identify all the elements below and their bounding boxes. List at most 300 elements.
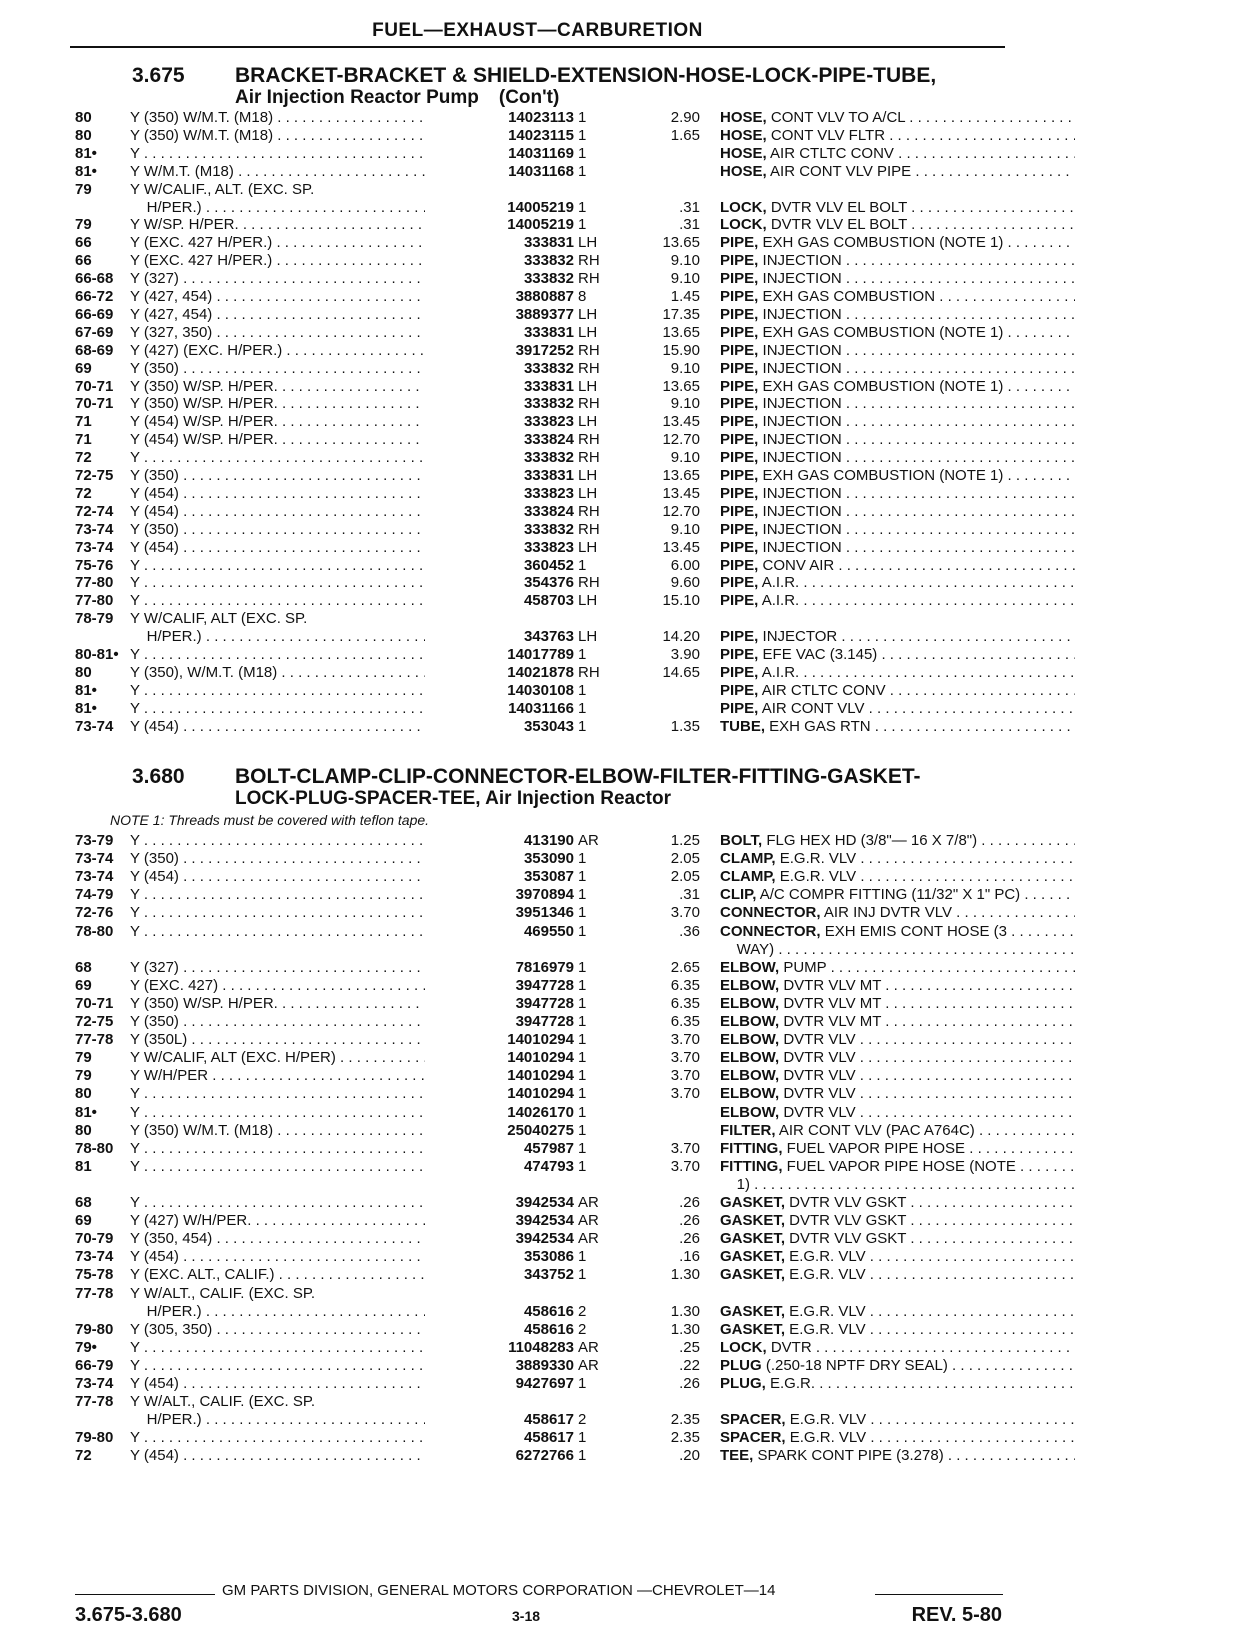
price: 9.10 — [670, 270, 700, 288]
part-category: PIPE, — [720, 449, 759, 467]
model-year: 78-80 — [75, 922, 114, 940]
price: 13.45 — [662, 538, 700, 556]
quantity: RH — [578, 252, 600, 270]
quantity: 1 — [578, 1121, 587, 1139]
part-category: TUBE, — [720, 717, 765, 735]
part-category: PIPE, — [720, 628, 759, 646]
part-category: GASKET, — [720, 1248, 786, 1266]
part-category: PIPE, — [720, 234, 759, 252]
model-description: Y (327) . . . — [130, 270, 473, 289]
model-year: 74-79 — [75, 886, 114, 904]
model-year: 71 — [75, 413, 92, 431]
part-name — [720, 1031, 1075, 1050]
part-name — [720, 646, 1075, 665]
price: 1.45 — [670, 288, 700, 305]
model-year: 79 — [75, 1067, 92, 1085]
part-number: 333832 — [425, 360, 574, 379]
model-description: Y (350, 454) . . . — [130, 1230, 473, 1249]
part-detail: INJECTION — [758, 502, 842, 520]
part-number: 333824 — [425, 503, 574, 522]
table-row — [70, 1393, 1005, 1412]
quantity: LH — [578, 538, 598, 556]
part-detail: EXH GAS COMBUSTION (NOTE 1) — [758, 234, 1004, 252]
price: 2.05 — [670, 868, 700, 886]
model-description: Y (350) . . . — [130, 360, 473, 379]
part-name — [720, 923, 1075, 942]
model-year: 66-68 — [75, 270, 114, 288]
price: 6.35 — [670, 976, 700, 994]
model-description: Y (427, 454) . . . — [130, 306, 473, 325]
price: 12.70 — [662, 431, 700, 449]
table-row — [70, 413, 1005, 432]
footer-page-number: 3-18 — [512, 1608, 541, 1624]
part-detail: DVTR VLV — [779, 1085, 856, 1103]
part-name — [720, 682, 1075, 701]
price: 1.30 — [670, 1302, 700, 1320]
quantity: RH — [578, 449, 600, 467]
price: 13.65 — [662, 234, 700, 252]
part-detail: INJECTION — [758, 359, 842, 377]
part-number: 14031168 — [425, 163, 574, 182]
section-subtitle: Air Injection Reactor Pump — [235, 87, 479, 108]
part-name — [720, 1085, 1075, 1104]
quantity: RH — [578, 431, 600, 449]
part-category: PIPE, — [720, 305, 759, 323]
table-row — [70, 977, 1005, 996]
part-number: 3889377 — [425, 306, 574, 325]
model-year: 73-74 — [75, 850, 114, 868]
quantity: LH — [578, 413, 598, 431]
part-detail: AIR CTLTC CONV — [758, 681, 886, 699]
part-name — [720, 324, 1075, 343]
table-row — [70, 127, 1005, 146]
model-description: Y (EXC. 427 H/PER.) . . . — [130, 234, 473, 253]
price: 3.70 — [670, 1067, 700, 1085]
part-name — [720, 941, 1075, 960]
part-name — [720, 145, 1075, 164]
table-row — [70, 718, 1005, 737]
quantity: RH — [578, 270, 600, 288]
table-row — [70, 628, 1005, 647]
model-year: 67-69 — [75, 323, 114, 341]
quantity: AR — [578, 1356, 599, 1374]
quantity: LH — [578, 628, 598, 646]
table-row — [70, 109, 1005, 128]
part-number: 413190 — [425, 832, 574, 851]
part-detail: EXH GAS COMBUSTION — [758, 288, 936, 305]
model-year: 72-74 — [75, 502, 114, 520]
model-year: 79• — [75, 1338, 97, 1356]
part-detail: CONT VLV TO A/CL — [766, 109, 906, 126]
quantity: LH — [578, 305, 598, 323]
part-detail: DVTR VLV GSKT — [785, 1194, 907, 1211]
part-name — [720, 395, 1075, 414]
part-number: 14010294 — [425, 1085, 574, 1104]
price: 17.35 — [662, 305, 700, 323]
part-detail: DVTR VLV — [779, 1103, 856, 1121]
part-detail: INJECTION — [758, 270, 842, 288]
part-category: PIPE, — [720, 252, 759, 270]
model-year: 69 — [75, 359, 92, 377]
model-year: 66 — [75, 252, 92, 270]
model-year: 80 — [75, 126, 92, 144]
part-name — [720, 1266, 1075, 1285]
model-year: 78-80 — [75, 1139, 114, 1157]
quantity: LH — [578, 484, 598, 502]
part-number: 14010294 — [425, 1049, 574, 1068]
part-category: FITTING, — [720, 1157, 783, 1175]
part-detail: E.G.R. VLV — [785, 1429, 867, 1447]
price: .20 — [679, 1447, 700, 1465]
price: 15.90 — [662, 341, 700, 359]
table-row — [70, 234, 1005, 253]
part-number: 3947728 — [425, 977, 574, 996]
model-year: 68 — [75, 958, 92, 976]
quantity: 1 — [578, 1139, 587, 1157]
model-description: Y W/CALIF., ALT. (EXC. SP. — [130, 180, 315, 198]
price: 12.70 — [662, 502, 700, 520]
quantity: 1 — [578, 958, 587, 976]
price: .26 — [679, 1230, 700, 1248]
part-name — [720, 886, 1075, 905]
quantity: 1 — [578, 109, 587, 126]
table-row — [70, 1248, 1005, 1267]
model-year: 72 — [75, 449, 92, 467]
part-name — [720, 1447, 1075, 1466]
part-category: PIPE, — [720, 431, 759, 449]
table-row — [70, 1031, 1005, 1050]
quantity: 2 — [578, 1411, 587, 1429]
part-detail: DVTR VLV EL BOLT — [766, 216, 907, 234]
part-category: ELBOW, — [720, 1085, 780, 1103]
part-number: 333832 — [425, 449, 574, 468]
table-row — [70, 449, 1005, 468]
part-detail: EXH GAS COMBUSTION (NOTE 1) — [758, 467, 1004, 484]
part-category: PIPE, — [720, 663, 759, 681]
part-number: 458703 — [425, 592, 574, 611]
table-row — [70, 503, 1005, 522]
model-description: Y (327) . . . — [130, 959, 473, 978]
part-detail: INJECTION — [758, 431, 842, 449]
part-detail: DVTR — [766, 1338, 812, 1356]
part-name — [720, 628, 1075, 647]
part-name — [720, 306, 1075, 325]
header-rule — [70, 46, 1005, 48]
part-detail: A.I.R. — [758, 592, 800, 610]
model-year: 70-79 — [75, 1230, 114, 1248]
part-name — [720, 163, 1075, 182]
model-description: Y . . . — [130, 1140, 473, 1159]
quantity: 1 — [578, 717, 587, 735]
model-year: 69 — [75, 976, 92, 994]
part-number: 457987 — [425, 1140, 574, 1159]
part-name — [720, 1411, 1075, 1430]
quantity: 1 — [578, 216, 587, 234]
part-category: HOSE, — [720, 144, 767, 162]
part-category: GASKET, — [720, 1302, 786, 1320]
part-number: 474793 — [425, 1158, 574, 1177]
part-number: 333823 — [425, 539, 574, 558]
quantity: AR — [578, 1230, 599, 1248]
part-category: PIPE, — [720, 538, 759, 556]
part-detail: WAY) — [720, 940, 775, 958]
part-detail: EXH GAS COMBUSTION (NOTE 1) — [758, 323, 1004, 341]
part-category: PIPE, — [720, 395, 759, 413]
part-category: ELBOW, — [720, 958, 780, 976]
quantity: 1 — [578, 144, 587, 162]
part-number: 354376 — [425, 574, 574, 593]
part-number: 14017789 — [425, 646, 574, 665]
model-year: 79-80 — [75, 1429, 114, 1447]
part-category: CLIP, — [720, 886, 757, 904]
part-detail: INJECTION — [758, 484, 842, 502]
model-description: Y (350) W/SP. H/PER. . . . — [130, 378, 473, 397]
part-number: 14026170 — [425, 1104, 574, 1123]
price: 9.10 — [670, 395, 700, 413]
part-name — [720, 700, 1075, 719]
model-description: Y (EXC. 427) . . . — [130, 977, 473, 996]
quantity: 1 — [578, 681, 587, 699]
part-name — [720, 959, 1075, 978]
part-name — [720, 868, 1075, 887]
table-row — [70, 832, 1005, 851]
part-name — [720, 270, 1075, 289]
model-year: 73-74 — [75, 538, 114, 556]
model-year: 69 — [75, 1212, 92, 1230]
table-row — [70, 163, 1005, 182]
part-detail: EXH GAS RTN — [765, 717, 871, 735]
part-category: PIPE, — [720, 270, 759, 288]
part-detail: E.G.R. VLV — [775, 850, 857, 868]
part-category: PIPE, — [720, 681, 759, 699]
model-description: Y (427) W/H/PER. . . . — [130, 1212, 473, 1231]
model-description: Y (454) . . . — [130, 1248, 473, 1267]
model-year: 81• — [75, 1103, 97, 1121]
part-number: 9427697 — [425, 1375, 574, 1394]
part-detail: INJECTION — [758, 413, 842, 431]
quantity: RH — [578, 574, 600, 592]
price: 3.70 — [670, 1157, 700, 1175]
model-description: Y . . . — [130, 574, 473, 593]
part-detail: INJECTION — [758, 520, 842, 538]
model-description: Y (350) . . . — [130, 521, 473, 540]
model-year: 81• — [75, 681, 97, 699]
part-name — [720, 1194, 1075, 1213]
model-year: 77-80 — [75, 592, 114, 610]
model-year: 66-79 — [75, 1356, 114, 1374]
part-number: 458616 — [425, 1303, 574, 1322]
model-description: Y . . . — [130, 1158, 473, 1177]
part-number: 353086 — [425, 1248, 574, 1267]
part-name — [720, 521, 1075, 540]
table-row — [70, 342, 1005, 361]
part-number: 3942534 — [425, 1212, 574, 1231]
model-description: Y (350) W/SP. H/PER. . . . — [130, 395, 473, 414]
table-row — [70, 467, 1005, 486]
model-year: 73-74 — [75, 1248, 114, 1266]
part-detail: E.G.R. VLV — [775, 868, 857, 886]
part-name — [720, 592, 1075, 611]
part-category: PIPE, — [720, 413, 759, 431]
model-year: 80 — [75, 1085, 92, 1103]
table-row — [70, 868, 1005, 887]
part-number: 3970894 — [425, 886, 574, 905]
part-name — [720, 1176, 1075, 1195]
model-year: 79 — [75, 180, 92, 198]
table-row — [70, 1104, 1005, 1123]
part-number: 3947728 — [425, 995, 574, 1014]
part-number: 14005219 — [425, 199, 574, 218]
model-description: Y (EXC. ALT., CALIF.) . . . — [130, 1266, 473, 1285]
model-description: Y (350) . . . — [130, 850, 473, 869]
quantity: AR — [578, 1212, 599, 1230]
part-detail: INJECTION — [758, 449, 842, 467]
part-detail: FUEL VAPOR PIPE HOSE (NOTE — [782, 1157, 1016, 1175]
part-detail: E.G.R. VLV — [785, 1302, 866, 1320]
part-category: GASKET, — [720, 1212, 786, 1230]
quantity: LH — [578, 592, 598, 610]
part-number: 333832 — [425, 270, 574, 289]
section-number: 3.675 — [132, 64, 185, 87]
price: .16 — [679, 1248, 700, 1266]
quantity: 1 — [578, 1085, 587, 1103]
quantity: 1 — [578, 1375, 587, 1392]
part-number: 333831 — [425, 324, 574, 343]
part-category: ELBOW, — [720, 1013, 780, 1030]
table-row — [70, 610, 1005, 629]
part-detail: DVTR VLV MT — [779, 994, 882, 1012]
part-category: HOSE, — [720, 109, 767, 126]
table-row — [70, 521, 1005, 540]
quantity: 8 — [578, 288, 587, 305]
model-description: Y (327, 350) . . . — [130, 324, 473, 343]
price: .26 — [679, 1194, 700, 1211]
part-category: PIPE, — [720, 288, 759, 305]
part-category: ELBOW, — [720, 1103, 780, 1121]
quantity: 1 — [578, 162, 587, 180]
quantity: 1 — [578, 556, 587, 574]
model-description: Y W/CALIF, ALT (EXC. H/PER) . . . — [130, 1049, 473, 1068]
model-year: 70-71 — [75, 395, 114, 413]
quantity: 1 — [578, 994, 587, 1012]
part-category: PIPE, — [720, 359, 759, 377]
quantity: LH — [578, 234, 598, 252]
quantity: RH — [578, 502, 600, 520]
part-category: PLUG, — [720, 1375, 766, 1392]
model-year: 77-78 — [75, 1031, 114, 1049]
part-name — [720, 199, 1075, 218]
part-name — [720, 378, 1075, 397]
part-category: LOCK, — [720, 198, 767, 216]
model-description: Y . . . — [130, 1357, 473, 1376]
quantity: AR — [578, 1338, 599, 1356]
model-year: 80 — [75, 109, 92, 126]
part-category: CLAMP, — [720, 850, 776, 868]
quantity: 1 — [578, 646, 587, 663]
part-detail: AIR CTLTC CONV — [766, 144, 894, 162]
part-name — [720, 664, 1075, 683]
part-category: FITTING, — [720, 1139, 783, 1157]
model-description: H/PER.) . . . — [130, 199, 473, 218]
table-row — [70, 181, 1005, 200]
price: .26 — [679, 1375, 700, 1392]
part-number: 353043 — [425, 718, 574, 737]
part-category: PIPE, — [720, 574, 759, 592]
continued-label: (Con't) — [498, 87, 560, 108]
table-row — [70, 378, 1005, 397]
model-description: Y (350) . . . — [130, 1013, 473, 1032]
part-category: PIPE, — [720, 556, 759, 574]
part-number: 333832 — [425, 252, 574, 271]
part-detail: AIR CONT VLV (PAC A764C) — [775, 1121, 975, 1139]
model-description: Y W/H/PER . . . — [130, 1067, 473, 1086]
quantity: LH — [578, 377, 598, 395]
part-name — [720, 1158, 1075, 1177]
part-name — [720, 1104, 1075, 1123]
model-year: 75-76 — [75, 556, 114, 574]
price: 2.35 — [670, 1429, 700, 1447]
part-detail: DVTR VLV — [779, 1031, 856, 1049]
model-description: Y . . . — [130, 145, 473, 164]
part-number: 11048283 — [425, 1339, 574, 1358]
model-year: 72-75 — [75, 1013, 114, 1030]
table-row — [70, 1049, 1005, 1068]
part-detail: EXH GAS COMBUSTION (NOTE 1) — [758, 377, 1004, 395]
model-year: 77-78 — [75, 1284, 114, 1302]
quantity: 1 — [578, 1266, 587, 1284]
part-category: LOCK, — [720, 1338, 767, 1356]
model-year: 73-79 — [75, 832, 114, 849]
part-category: PIPE, — [720, 484, 759, 502]
quantity: 1 — [578, 1067, 587, 1085]
part-category: PIPE, — [720, 502, 759, 520]
part-name — [720, 342, 1075, 361]
quantity: AR — [578, 832, 599, 849]
part-number: 14021878 — [425, 664, 574, 683]
model-year: 80-81• — [75, 646, 119, 663]
quantity: 1 — [578, 850, 587, 868]
model-description: Y . . . — [130, 886, 473, 905]
price: 1.25 — [670, 832, 700, 849]
part-category: LOCK, — [720, 216, 767, 234]
part-category: HOSE, — [720, 126, 767, 144]
quantity: RH — [578, 341, 600, 359]
part-number: 333823 — [425, 485, 574, 504]
model-description: Y (454) . . . — [130, 718, 473, 737]
part-name — [720, 1248, 1075, 1267]
table-row — [70, 1321, 1005, 1340]
part-number: 14023115 — [425, 127, 574, 146]
part-number: 14031166 — [425, 700, 574, 719]
table-row — [70, 431, 1005, 450]
table-row — [70, 1357, 1005, 1376]
part-category: TEE, — [720, 1447, 754, 1465]
model-year: 73-74 — [75, 520, 114, 538]
part-category: PIPE, — [720, 520, 759, 538]
part-number: 333831 — [425, 467, 574, 486]
model-description: Y (454) . . . — [130, 1447, 473, 1466]
part-detail: PUMP — [779, 958, 827, 976]
table-row — [70, 700, 1005, 719]
part-name — [720, 288, 1075, 307]
model-year: 72-76 — [75, 904, 114, 922]
table-row — [70, 1285, 1005, 1304]
part-name — [720, 1230, 1075, 1249]
table-row — [70, 1140, 1005, 1159]
model-year: 70-71 — [75, 377, 114, 395]
part-number: 353090 — [425, 850, 574, 869]
part-name — [720, 1049, 1075, 1068]
